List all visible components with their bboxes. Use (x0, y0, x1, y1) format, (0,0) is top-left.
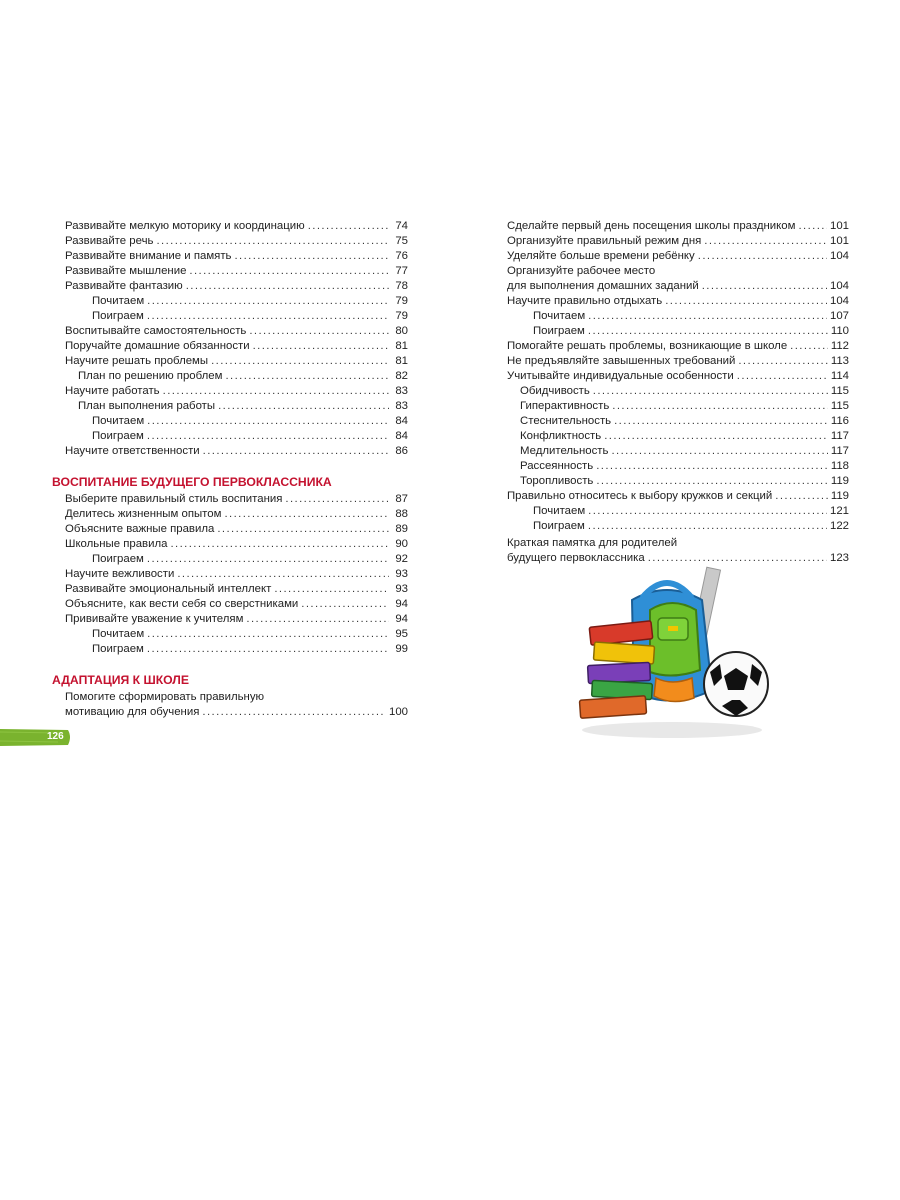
toc-entry-title: Почитаем (92, 415, 145, 427)
toc-entry[interactable] (52, 582, 408, 597)
toc-entry-title: Поиграем (92, 553, 144, 565)
leader-dots (246, 612, 389, 627)
toc-entry[interactable] (507, 309, 849, 324)
toc-entry[interactable] (52, 444, 408, 459)
toc-entry-title: Почитаем (533, 505, 586, 517)
toc-entry-title: Школьные правила (65, 538, 168, 550)
toc-entry-page: 86 (395, 445, 408, 457)
toc-entry[interactable] (507, 339, 849, 354)
leader-dots (698, 249, 827, 264)
toc-entry-page: 83 (395, 400, 408, 412)
toc-entry-page: 101 (829, 235, 849, 247)
toc-entry-page: 99 (395, 643, 408, 655)
toc-entry-title: Организуйте рабочее место (507, 265, 656, 277)
toc-entry[interactable] (52, 369, 408, 384)
leader-dots (224, 507, 389, 522)
toc-entry-page: 75 (395, 235, 408, 247)
toc-entry-title: План выполнения работы (78, 400, 216, 412)
toc-entry[interactable] (52, 354, 408, 369)
toc-entry[interactable] (52, 705, 408, 720)
toc-entry-title: Объясните, как вести себя со сверстниками (65, 598, 299, 610)
leader-dots (285, 492, 389, 507)
leader-dots (588, 519, 827, 534)
toc-entry[interactable] (507, 414, 849, 429)
toc-entry-title: Конфликтность (520, 430, 602, 442)
toc-entry-page: 83 (395, 385, 408, 397)
toc-entry-page: 119 (830, 475, 849, 487)
toc-entry[interactable] (507, 324, 849, 339)
toc-entry[interactable] (52, 294, 408, 309)
toc-entry[interactable] (52, 309, 408, 324)
toc-entry-title: Обидчивость (520, 385, 590, 397)
toc-entry[interactable] (52, 279, 408, 294)
toc-entry-page: 119 (830, 490, 849, 502)
leader-dots (202, 705, 386, 720)
toc-entry[interactable] (52, 429, 408, 444)
toc-entry-title: Краткая памятка для родителей (507, 537, 678, 549)
toc-entry[interactable] (507, 489, 849, 504)
toc-entry-page: 95 (395, 628, 408, 640)
leader-dots (147, 552, 389, 567)
toc-entry-page: 115 (830, 400, 849, 412)
toc-entry-title: Воспитывайте самостоятельность (65, 325, 247, 337)
toc-entry-page: 88 (395, 508, 408, 520)
toc-entry[interactable] (507, 279, 849, 294)
leader-dots (177, 567, 389, 582)
leader-dots (147, 429, 389, 444)
toc-entry-page: 81 (395, 355, 408, 367)
leader-dots (211, 354, 389, 369)
toc-section2-entries (52, 492, 408, 657)
toc-entry[interactable] (507, 399, 849, 414)
toc-entry[interactable] (507, 504, 849, 519)
leader-dots (596, 459, 828, 474)
toc-entry[interactable] (52, 339, 408, 354)
leader-dots (189, 264, 389, 279)
toc-entry-title: Не предъявляйте завышенных требований (507, 355, 736, 367)
toc-entry[interactable] (52, 384, 408, 399)
toc-entry-title: Помогите сформировать правильную (65, 691, 265, 703)
leader-dots (163, 384, 389, 399)
leader-dots (225, 369, 389, 384)
toc-entry-title: Учитывайте индивидуальные особенности (507, 370, 734, 382)
toc-entry[interactable] (507, 249, 849, 264)
toc-entry-page: 117 (830, 430, 849, 442)
section-heading-adaptation: АДАПТАЦИЯ К ШКОЛЕ (52, 673, 189, 687)
toc-entry-title: Развивайте речь (65, 235, 154, 247)
toc-entry[interactable] (52, 219, 408, 234)
toc-entry-title: Поиграем (92, 430, 144, 442)
toc-entry[interactable] (52, 414, 408, 429)
toc-entry-title: Научите правильно отдыхать (507, 295, 663, 307)
toc-entry-page: 117 (830, 445, 849, 457)
toc-entry[interactable] (507, 264, 849, 279)
toc-entry-title: будущего первоклассника (507, 552, 645, 564)
toc-left-column (52, 219, 408, 720)
toc-entry[interactable] (52, 399, 408, 414)
leader-dots (203, 444, 389, 459)
toc-entry[interactable] (52, 507, 408, 522)
toc-entry-title: Делитесь жизненным опытом (65, 508, 222, 520)
leader-dots (588, 324, 828, 339)
toc-entry-title: Развивайте внимание и память (65, 250, 232, 262)
leader-dots (156, 234, 389, 249)
toc-left-entries (52, 219, 408, 459)
toc-entry-title: Гиперактивность (520, 400, 610, 412)
toc-entry-page: 116 (830, 415, 849, 427)
toc-entry-title: Сделайте первый день посещения школы праздником (507, 220, 796, 232)
toc-entry[interactable] (52, 612, 408, 627)
toc-entry-title: Объясните важные правила (65, 523, 215, 535)
leader-dots (186, 279, 389, 294)
leader-dots (234, 249, 389, 264)
toc-entry-page: 104 (829, 250, 849, 262)
toc-entry-page: 110 (830, 325, 849, 337)
toc-entry[interactable] (52, 264, 408, 279)
leader-dots (253, 339, 389, 354)
toc-right-entries-b (507, 294, 849, 534)
toc-entry-title: Развивайте фантазию (65, 280, 183, 292)
leader-dots (301, 597, 389, 612)
toc-entry[interactable] (52, 690, 408, 705)
toc-entry[interactable] (507, 444, 849, 459)
toc-entry-page: 113 (830, 355, 849, 367)
toc-entry-page: 80 (395, 325, 408, 337)
toc-entry[interactable] (52, 597, 408, 612)
leader-dots (147, 294, 389, 309)
toc-entry-page: 90 (395, 538, 408, 550)
toc-entry[interactable] (507, 459, 849, 474)
toc-entry-page: 79 (395, 310, 408, 322)
toc-entry-page: 89 (395, 523, 408, 535)
leader-dots (308, 219, 389, 234)
toc-entry-title: Поиграем (92, 643, 144, 655)
toc-entry-title: Научите вежливости (65, 568, 175, 580)
toc-entry-title: Правильно относитесь к выбору кружков и секций (507, 490, 773, 502)
toc-entry[interactable] (52, 537, 408, 552)
toc-right-entries-a (507, 219, 849, 264)
leader-dots (147, 414, 389, 429)
toc-entry-page: 104 (829, 295, 849, 307)
toc-entry-title: Помогайте решать проблемы, возникающие в школе (507, 340, 788, 352)
leader-dots (588, 504, 827, 519)
toc-entry-page: 104 (829, 280, 849, 292)
toc-entry[interactable] (507, 384, 849, 399)
toc-entry-title: Научите ответственности (65, 445, 200, 457)
toc-entry-page: 87 (395, 493, 408, 505)
leader-dots (704, 234, 827, 249)
toc-entry-title: План по решению проблем (78, 370, 223, 382)
toc-entry-title: Организуйте правильный режим дня (507, 235, 702, 247)
toc-entry-title: Развивайте мелкую моторику и координацию (65, 220, 305, 232)
leader-dots (593, 384, 828, 399)
toc-entry[interactable] (52, 249, 408, 264)
toc-entry-title: Почитаем (92, 295, 145, 307)
toc-entry[interactable] (52, 234, 408, 249)
toc-entry[interactable] (52, 492, 408, 507)
toc-entry[interactable] (52, 627, 408, 642)
toc-entry-page: 78 (395, 280, 408, 292)
toc-entry-page: 84 (395, 430, 408, 442)
toc-entry-title: Почитаем (533, 310, 586, 322)
toc-entry-page: 81 (395, 340, 408, 352)
leader-dots (596, 474, 827, 489)
leader-dots (614, 414, 828, 429)
leader-dots (611, 444, 827, 459)
toc-entry-page: 100 (388, 706, 408, 718)
toc-entry[interactable] (507, 294, 849, 309)
toc-entry-page: 79 (395, 295, 408, 307)
toc-entry-title: Поиграем (92, 310, 144, 322)
toc-entry-title: Выберите правильный стиль воспитания (65, 493, 283, 505)
toc-entry-title: Научите работать (65, 385, 160, 397)
toc-entry-title: Развивайте мышление (65, 265, 187, 277)
toc-entry-page: 76 (395, 250, 408, 262)
leader-dots (612, 399, 828, 414)
toc-entry-page: 84 (395, 415, 408, 427)
toc-entry-title: Поиграем (533, 520, 585, 532)
toc-entry-page: 112 (830, 340, 849, 352)
toc-entry-title: Почитаем (92, 628, 145, 640)
toc-entry-page: 122 (829, 520, 849, 532)
toc-entry-page: 101 (829, 220, 849, 232)
toc-entry-page: 107 (829, 310, 849, 322)
toc-entry[interactable] (507, 234, 849, 249)
leader-dots (775, 489, 828, 504)
toc-entry-page: 92 (395, 553, 408, 565)
soccer-ball-icon (704, 652, 768, 716)
toc-entry[interactable] (507, 519, 849, 534)
toc-entry-title: Уделяйте больше времени ребёнку (507, 250, 695, 262)
toc-entry[interactable] (52, 522, 408, 537)
leader-dots (665, 294, 827, 309)
page-number: 126 (47, 731, 64, 742)
toc-entry-title: для выполнения домашних заданий (507, 280, 699, 292)
toc-entry-page: 118 (830, 460, 849, 472)
leader-dots (147, 627, 389, 642)
toc-entry[interactable] (52, 567, 408, 582)
school-supplies-illustration (572, 560, 782, 745)
toc-entry-title: Прививайте уважение к учителям (65, 613, 244, 625)
toc-entry-title: Стеснительность (520, 415, 612, 427)
leader-dots (798, 219, 827, 234)
section-heading-upbringing: ВОСПИТАНИЕ БУДУЩЕГО ПЕРВОКЛАССНИКА (52, 475, 332, 489)
leader-dots (218, 399, 389, 414)
toc-entry-title: Поиграем (533, 325, 585, 337)
toc-entry[interactable] (507, 536, 849, 551)
leader-dots (170, 537, 389, 552)
leader-dots (738, 354, 827, 369)
toc-entry[interactable] (52, 324, 408, 339)
toc-entry-title: мотивацию для обучения (65, 706, 200, 718)
toc-entry-title: Торопливость (520, 475, 594, 487)
leader-dots (737, 369, 828, 384)
toc-entry-title: Научите решать проблемы (65, 355, 209, 367)
toc-entry-title: Поручайте домашние обязанности (65, 340, 250, 352)
toc-entry-page: 94 (395, 598, 408, 610)
toc-entry-page: 93 (395, 568, 408, 580)
toc-entry-title: Развивайте эмоциональный интеллект (65, 583, 272, 595)
toc-entry-page: 94 (395, 613, 408, 625)
leader-dots (274, 582, 389, 597)
toc-entry-title: Медлительность (520, 445, 609, 457)
toc-entry[interactable] (52, 552, 408, 567)
toc-entry-page: 77 (395, 265, 408, 277)
leader-dots (790, 339, 828, 354)
toc-entry-page: 74 (395, 220, 408, 232)
toc-entry[interactable] (507, 354, 849, 369)
toc-entry-title: Рассеянность (520, 460, 594, 472)
toc-entry[interactable] (52, 642, 408, 657)
books-icon (579, 621, 654, 718)
toc-entry-page: 82 (395, 370, 408, 382)
leader-dots (217, 522, 389, 537)
toc-entry[interactable] (507, 369, 849, 384)
leader-dots (147, 642, 389, 657)
toc-entry-page: 121 (829, 505, 849, 517)
toc-entry-page: 114 (830, 370, 849, 382)
leader-dots (588, 309, 827, 324)
leader-dots (702, 279, 827, 294)
toc-entry-page: 93 (395, 583, 408, 595)
toc-entry-page: 123 (829, 552, 849, 564)
toc-entry[interactable] (507, 429, 849, 444)
toc-entry[interactable] (507, 219, 849, 234)
leader-dots (604, 429, 828, 444)
toc-right-column (507, 219, 849, 566)
leader-dots (249, 324, 389, 339)
toc-entry[interactable] (507, 474, 849, 489)
toc-entry-page: 115 (830, 385, 849, 397)
leader-dots (147, 309, 389, 324)
